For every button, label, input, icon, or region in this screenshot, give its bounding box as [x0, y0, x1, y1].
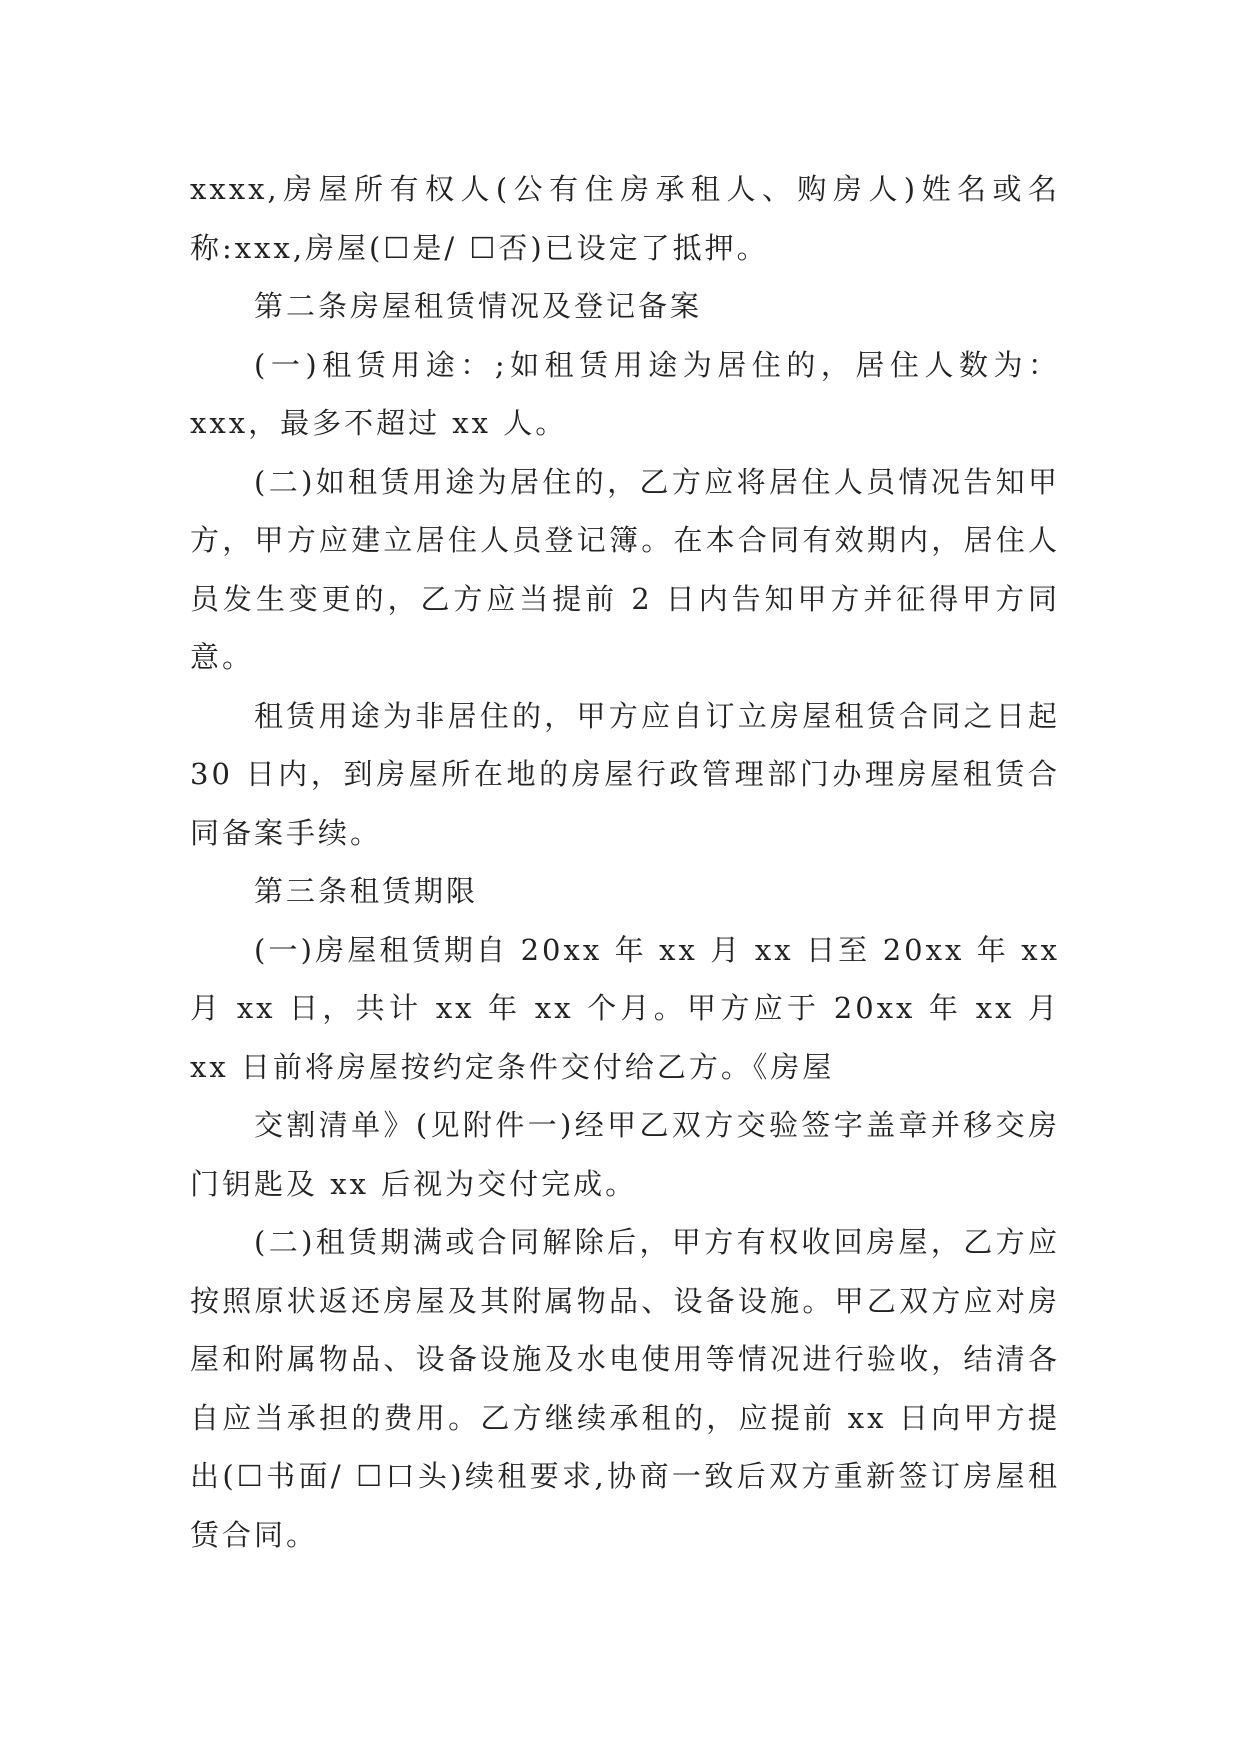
- paragraph-lease-period: (一)房屋租赁期自 20xx 年 xx 月 xx 日至 20xx 年 xx 月 xx 日，共计 xx 年 xx 个月。甲方应于 20xx 年 xx 月 xx 日前将房屋按约定条件交付给乙方。《房屋: [190, 932, 1060, 1084]
- heading-article-two: 第二条房屋租赁情况及登记备案: [254, 289, 703, 323]
- paragraph-lease-purpose: (一)租赁用途：;如租赁用途为居住的，居住人数为：xxx，最多不超过 xx 人。: [190, 347, 1060, 440]
- document-body: [190, 160, 1060, 1564]
- heading-article-three: 第三条租赁期限: [254, 874, 479, 908]
- paragraph-handover-list: 交割清单》(见附件一)经甲乙双方交验签字盖章并移交房门钥匙及 xx 后视为交付完成。: [190, 1108, 1060, 1201]
- paragraph-non-residential-filing: 租赁用途为非居住的，甲方应自订立房屋租赁合同之日起 30 日内，到房屋所在地的房屋行政管理部门办理房屋租赁合同备案手续。: [190, 698, 1060, 850]
- paragraph-property-owner: xxxx,房屋所有权人(公有住房承租人、购房人)姓名或名称:xxx,房屋(☐是/ ☐否)已设定了抵押。: [190, 172, 1060, 265]
- paragraph-lease-expiry: (二)租赁期满或合同解除后，甲方有权收回房屋，乙方应按照原状返还房屋及其附属物品、设备设施。甲乙双方应对房屋和附属物品、设备设施及水电使用等情况进行验收，结清各自应当承担的费用。乙方继续承租的，应提前 xx 日向甲方提出(☐书面/ ☐口头)续租要求,协商一致后双方重新签订房屋租赁合同。: [190, 1225, 1060, 1552]
- paragraph-resident-registration: (二)如租赁用途为居住的，乙方应将居住人员情况告知甲方，甲方应建立居住人员登记簿。在本合同有效期内，居住人员发生变更的，乙方应当提前 2 日内告知甲方并征得甲方同意。: [190, 464, 1060, 674]
